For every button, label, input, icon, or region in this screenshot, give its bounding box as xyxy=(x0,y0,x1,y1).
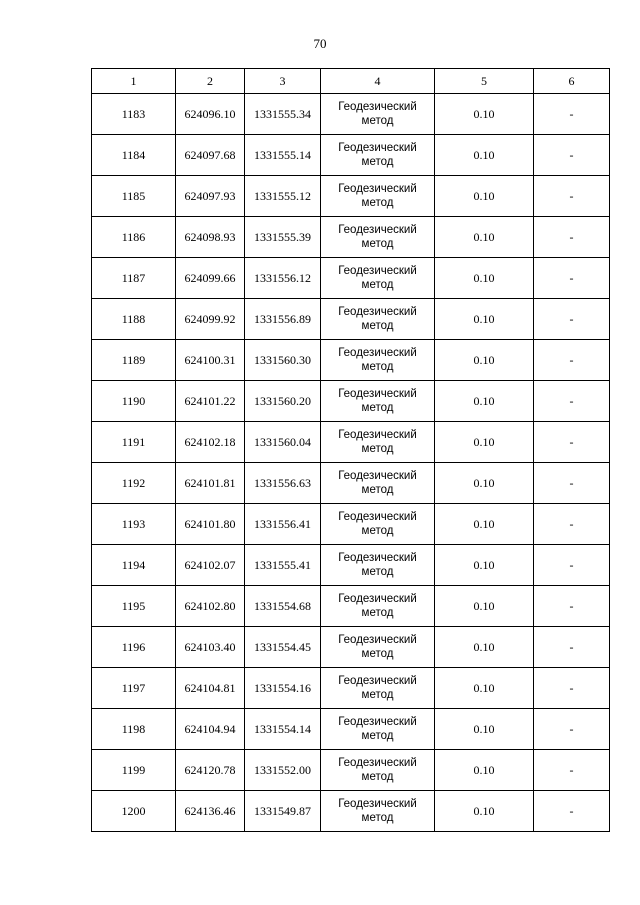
table-row xyxy=(92,217,610,258)
point-number-cell: 1196 xyxy=(92,627,176,668)
note-cell: - xyxy=(534,217,610,258)
method-line: метод xyxy=(361,402,394,414)
method-line: Геодезический xyxy=(338,429,417,441)
coordinate-y-cell: 1331560.04 xyxy=(245,422,321,463)
header-cell-6: 6 xyxy=(534,69,610,94)
note-cell: - xyxy=(534,627,610,668)
method-line: Геодезический xyxy=(338,183,417,195)
table-row xyxy=(92,176,610,217)
accuracy-cell: 0.10 xyxy=(435,381,534,422)
method-cell xyxy=(321,176,435,217)
table-row xyxy=(92,381,610,422)
coordinate-x-cell: 624102.07 xyxy=(176,545,245,586)
point-number-cell: 1200 xyxy=(92,791,176,832)
method-cell xyxy=(321,750,435,791)
method-line: Геодезический xyxy=(338,265,417,277)
method-cell xyxy=(321,381,435,422)
accuracy-cell: 0.10 xyxy=(435,176,534,217)
note-cell: - xyxy=(534,381,610,422)
accuracy-cell: 0.10 xyxy=(435,586,534,627)
method-line: метод xyxy=(361,566,394,578)
accuracy-cell: 0.10 xyxy=(435,422,534,463)
coordinate-x-cell: 624097.93 xyxy=(176,176,245,217)
coordinate-x-cell: 624136.46 xyxy=(176,791,245,832)
coordinate-y-cell: 1331555.14 xyxy=(245,135,321,176)
point-number-cell: 1197 xyxy=(92,668,176,709)
method-line: метод xyxy=(361,279,394,291)
method-line: метод xyxy=(361,156,394,168)
method-cell xyxy=(321,422,435,463)
header-cell-5: 5 xyxy=(435,69,534,94)
accuracy-cell: 0.10 xyxy=(435,545,534,586)
table-row xyxy=(92,340,610,381)
method-cell xyxy=(321,299,435,340)
method-line: Геодезический xyxy=(338,101,417,113)
accuracy-cell: 0.10 xyxy=(435,463,534,504)
note-cell: - xyxy=(534,258,610,299)
header-cell-2: 2 xyxy=(176,69,245,94)
table-row xyxy=(92,586,610,627)
point-number-cell: 1191 xyxy=(92,422,176,463)
method-line: метод xyxy=(361,197,394,209)
table-row xyxy=(92,463,610,504)
coordinate-y-cell: 1331555.34 xyxy=(245,94,321,135)
coordinate-x-cell: 624101.81 xyxy=(176,463,245,504)
method-line: метод xyxy=(361,361,394,373)
point-number-cell: 1198 xyxy=(92,709,176,750)
coordinate-y-cell: 1331555.39 xyxy=(245,217,321,258)
coordinate-x-cell: 624120.78 xyxy=(176,750,245,791)
coordinate-x-cell: 624099.66 xyxy=(176,258,245,299)
accuracy-cell: 0.10 xyxy=(435,750,534,791)
method-line: Геодезический xyxy=(338,388,417,400)
method-cell xyxy=(321,709,435,750)
coordinate-y-cell: 1331554.68 xyxy=(245,586,321,627)
method-cell xyxy=(321,668,435,709)
method-cell xyxy=(321,627,435,668)
method-cell xyxy=(321,217,435,258)
method-line: метод xyxy=(361,238,394,250)
note-cell: - xyxy=(534,586,610,627)
note-cell: - xyxy=(534,709,610,750)
accuracy-cell: 0.10 xyxy=(435,340,534,381)
note-cell: - xyxy=(534,94,610,135)
method-line: метод xyxy=(361,443,394,455)
accuracy-cell: 0.10 xyxy=(435,791,534,832)
header-cell-4: 4 xyxy=(321,69,435,94)
accuracy-cell: 0.10 xyxy=(435,627,534,668)
method-cell xyxy=(321,504,435,545)
table-row xyxy=(92,135,610,176)
point-number-cell: 1185 xyxy=(92,176,176,217)
point-number-cell: 1190 xyxy=(92,381,176,422)
method-line: Геодезический xyxy=(338,470,417,482)
point-number-cell: 1192 xyxy=(92,463,176,504)
method-line: Геодезический xyxy=(338,142,417,154)
note-cell: - xyxy=(534,299,610,340)
table-row xyxy=(92,422,610,463)
point-number-cell: 1195 xyxy=(92,586,176,627)
coordinate-x-cell: 624096.10 xyxy=(176,94,245,135)
method-line: метод xyxy=(361,771,394,783)
accuracy-cell: 0.10 xyxy=(435,135,534,176)
method-line: Геодезический xyxy=(338,347,417,359)
note-cell: - xyxy=(534,463,610,504)
coordinate-x-cell: 624101.80 xyxy=(176,504,245,545)
method-line: метод xyxy=(361,730,394,742)
note-cell: - xyxy=(534,545,610,586)
method-line: Геодезический xyxy=(338,306,417,318)
coordinate-y-cell: 1331555.41 xyxy=(245,545,321,586)
coordinate-y-cell: 1331552.00 xyxy=(245,750,321,791)
method-line: Геодезический xyxy=(338,634,417,646)
coordinate-x-cell: 624100.31 xyxy=(176,340,245,381)
header-cell-3: 3 xyxy=(245,69,321,94)
coordinate-x-cell: 624104.94 xyxy=(176,709,245,750)
coordinate-y-cell: 1331555.12 xyxy=(245,176,321,217)
coordinate-x-cell: 624098.93 xyxy=(176,217,245,258)
table-row xyxy=(92,94,610,135)
coordinate-y-cell: 1331554.16 xyxy=(245,668,321,709)
coordinate-x-cell: 624102.18 xyxy=(176,422,245,463)
table-row xyxy=(92,258,610,299)
method-line: Геодезический xyxy=(338,593,417,605)
method-line: Геодезический xyxy=(338,511,417,523)
table-row xyxy=(92,750,610,791)
table-row xyxy=(92,299,610,340)
method-line: метод xyxy=(361,648,394,660)
point-number-cell: 1194 xyxy=(92,545,176,586)
method-cell xyxy=(321,545,435,586)
method-cell xyxy=(321,258,435,299)
method-line: метод xyxy=(361,525,394,537)
method-cell xyxy=(321,94,435,135)
method-line: Геодезический xyxy=(338,798,417,810)
method-cell xyxy=(321,340,435,381)
note-cell: - xyxy=(534,750,610,791)
method-cell xyxy=(321,791,435,832)
coordinate-y-cell: 1331560.30 xyxy=(245,340,321,381)
note-cell: - xyxy=(534,176,610,217)
table-body xyxy=(92,94,610,832)
accuracy-cell: 0.10 xyxy=(435,258,534,299)
method-line: метод xyxy=(361,320,394,332)
note-cell: - xyxy=(534,504,610,545)
coordinate-x-cell: 624102.80 xyxy=(176,586,245,627)
accuracy-cell: 0.10 xyxy=(435,94,534,135)
method-line: Геодезический xyxy=(338,757,417,769)
coordinate-y-cell: 1331554.45 xyxy=(245,627,321,668)
coordinates-table xyxy=(91,68,610,832)
coordinate-x-cell: 624103.40 xyxy=(176,627,245,668)
table-row xyxy=(92,545,610,586)
point-number-cell: 1183 xyxy=(92,94,176,135)
coordinate-y-cell: 1331560.20 xyxy=(245,381,321,422)
accuracy-cell: 0.10 xyxy=(435,668,534,709)
table-row xyxy=(92,791,610,832)
method-line: Геодезический xyxy=(338,675,417,687)
table-row xyxy=(92,504,610,545)
method-line: метод xyxy=(361,812,394,824)
table-row xyxy=(92,668,610,709)
coordinate-x-cell: 624099.92 xyxy=(176,299,245,340)
point-number-cell: 1193 xyxy=(92,504,176,545)
method-line: Геодезический xyxy=(338,716,417,728)
page-number: 70 xyxy=(313,36,327,51)
point-number-cell: 1189 xyxy=(92,340,176,381)
table-row xyxy=(92,709,610,750)
method-cell xyxy=(321,463,435,504)
coordinate-x-cell: 624104.81 xyxy=(176,668,245,709)
note-cell: - xyxy=(534,422,610,463)
point-number-cell: 1184 xyxy=(92,135,176,176)
method-line: Геодезический xyxy=(338,552,417,564)
method-cell xyxy=(321,586,435,627)
note-cell: - xyxy=(534,791,610,832)
method-line: Геодезический xyxy=(338,224,417,236)
point-number-cell: 1187 xyxy=(92,258,176,299)
table-row xyxy=(92,627,610,668)
coordinate-y-cell: 1331549.87 xyxy=(245,791,321,832)
header-cell-1: 1 xyxy=(92,69,176,94)
accuracy-cell: 0.10 xyxy=(435,504,534,545)
accuracy-cell: 0.10 xyxy=(435,709,534,750)
method-line: метод xyxy=(361,115,394,127)
coordinate-x-cell: 624097.68 xyxy=(176,135,245,176)
accuracy-cell: 0.10 xyxy=(435,299,534,340)
table-header xyxy=(92,69,610,94)
header-row xyxy=(92,69,610,94)
point-number-cell: 1186 xyxy=(92,217,176,258)
method-line: метод xyxy=(361,689,394,701)
coordinate-y-cell: 1331556.63 xyxy=(245,463,321,504)
point-number-cell: 1199 xyxy=(92,750,176,791)
coordinate-x-cell: 624101.22 xyxy=(176,381,245,422)
method-line: метод xyxy=(361,607,394,619)
note-cell: - xyxy=(534,135,610,176)
accuracy-cell: 0.10 xyxy=(435,217,534,258)
method-cell xyxy=(321,135,435,176)
point-number-cell: 1188 xyxy=(92,299,176,340)
coordinate-y-cell: 1331554.14 xyxy=(245,709,321,750)
coordinate-y-cell: 1331556.41 xyxy=(245,504,321,545)
coordinate-y-cell: 1331556.12 xyxy=(245,258,321,299)
coordinate-y-cell: 1331556.89 xyxy=(245,299,321,340)
note-cell: - xyxy=(534,668,610,709)
note-cell: - xyxy=(534,340,610,381)
method-line: метод xyxy=(361,484,394,496)
